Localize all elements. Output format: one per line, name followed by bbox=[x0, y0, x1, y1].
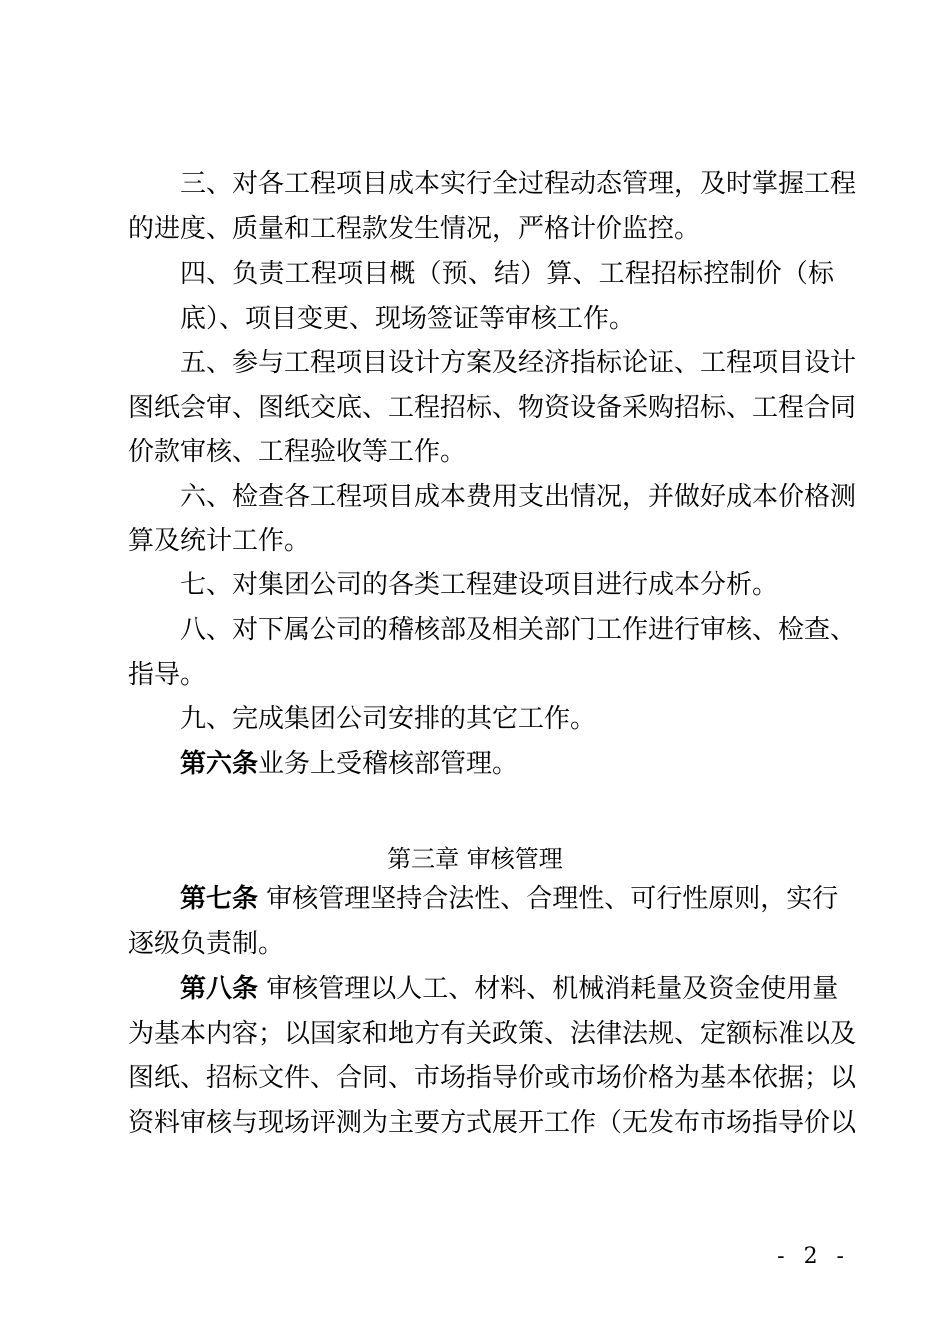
article-6-label: 第六条 bbox=[180, 749, 259, 779]
article-7-line-2: 逐级负责制。 bbox=[128, 929, 285, 959]
item-4-line-2: 底）、项目变更、现场签证等审核工作。 bbox=[180, 304, 636, 334]
item-6-line-2: 算及统计工作。 bbox=[128, 526, 311, 556]
article-8-line-1 bbox=[180, 971, 839, 1007]
item-8-line-1: 八、对下属公司的稽核部及相关部门工作进行审核、检查、 bbox=[180, 615, 857, 645]
item-3-line-1: 三、对各工程项目成本实行全过程动态管理，及时掌握工程 bbox=[180, 169, 857, 199]
article-7-line-1-text: 审核管理坚持合法性、合理性、可行性原则，实行 bbox=[258, 884, 839, 914]
chapter-3-heading: 第三章 审核管理 bbox=[387, 845, 563, 873]
item-8-line-2: 指导。 bbox=[128, 660, 207, 690]
article-8-label: 第八条 bbox=[180, 974, 259, 1004]
article-8-line-2: 为基本内容；以国家和地方有关政策、法律法规、定额标准以及 bbox=[128, 1019, 857, 1049]
item-3-line-2: 的进度、质量和工程款发生情况，严格计价监控。 bbox=[128, 214, 701, 244]
item-9-line-1: 九、完成集团公司安排的其它工作。 bbox=[180, 704, 597, 734]
article-8-line-1-text: 审核管理以人工、材料、机械消耗量及资金使用量 bbox=[258, 974, 839, 1004]
article-7-line-1 bbox=[180, 881, 839, 917]
article-6-paragraph bbox=[180, 746, 834, 782]
item-5-line-2: 图纸会审、图纸交底、工程招标、物资设备采购招标、工程合同 bbox=[128, 393, 857, 423]
article-7-label: 第七条 bbox=[180, 884, 259, 914]
article-6-text: 业务上受稽核部管理。 bbox=[258, 749, 519, 779]
item-6-line-1: 六、检查各工程项目成本费用支出情况，并做好成本价格测 bbox=[180, 482, 857, 512]
page-number: - 2 - bbox=[777, 1244, 850, 1269]
item-7-line-1: 七、对集团公司的各类工程建设项目进行成本分析。 bbox=[180, 570, 779, 600]
item-4-line-1: 四、负责工程项目概（预、结）算、工程招标控制价（标 bbox=[180, 259, 834, 289]
item-5-line-1: 五、参与工程项目设计方案及经济指标论证、工程项目设计 bbox=[180, 348, 857, 378]
article-8-line-4: 资料审核与现场评测为主要方式展开工作（无发布市场指导价以 bbox=[128, 1108, 857, 1138]
item-5-line-3: 价款审核、工程验收等工作。 bbox=[128, 437, 467, 467]
article-8-line-3: 图纸、招标文件、合同、市场指导价或市场价格为基本依据；以 bbox=[128, 1063, 857, 1093]
